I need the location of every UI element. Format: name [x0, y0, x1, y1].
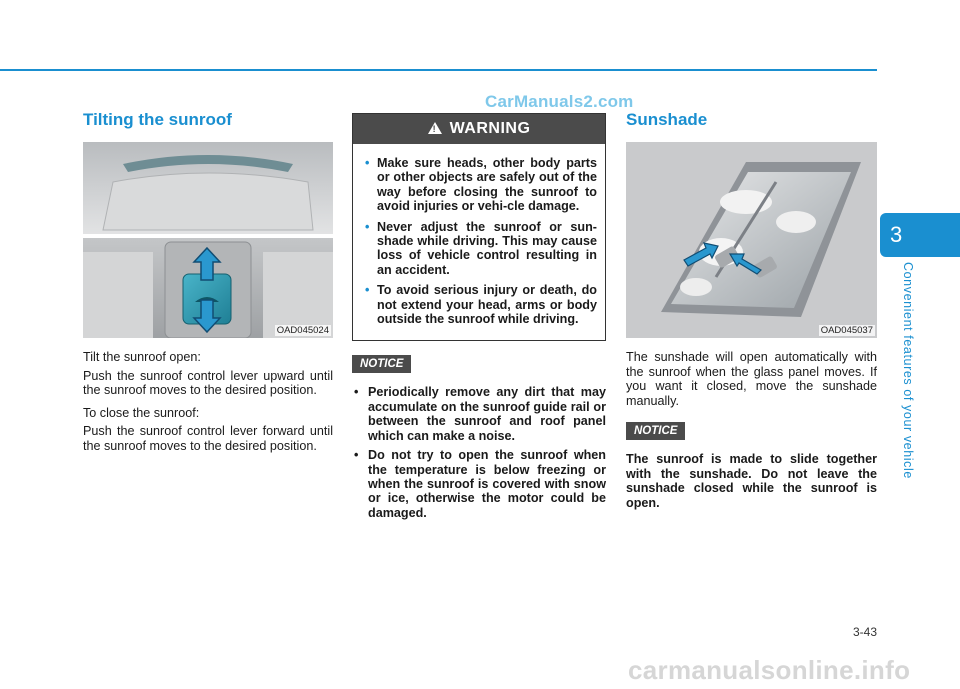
bullet-icon: • [354, 448, 359, 463]
warning-title: WARNING [449, 120, 531, 137]
chapter-number: 3 [890, 222, 903, 247]
middle-column [352, 113, 606, 525]
sunroof-control-illustration [83, 142, 333, 338]
warning-item: • To avoid serious injury or death, do not extend your head, arms or body outside the sunroof while driving. [365, 283, 597, 327]
notice-label: NOTICE [626, 422, 685, 440]
warning-item: • Make sure heads, other body parts or other objects are safely out of the way before closing the sunroof to avoid injuries or vehi-cle damage. [365, 156, 597, 214]
chapter-title: Convenient features of your vehicle [901, 262, 915, 479]
notice-item: • Do not try to open the sunroof when the temperature is below freezing or when the sunroof is covered with snow or ice, otherwise the motor could be damaged. [354, 448, 606, 520]
figure-code: OAD045037 [820, 325, 873, 336]
sunshade-heading: Sunshade [626, 110, 708, 129]
notice-item: • Periodically remove any dirt that may accumulate on the sunroof guide rail or between the sunroof and roof panel which can make a noise. [354, 385, 606, 443]
warning-body [353, 144, 605, 340]
bullet-icon: • [365, 283, 370, 298]
sunshade-notice-text: The sunroof is made to slide together with the sunshade. Do not leave the sunshade closed while the sunroof is open. [626, 452, 877, 510]
figure-code: OAD045024 [276, 325, 329, 336]
tilting-heading: Tilting the sunroof [83, 110, 232, 129]
right-column [626, 110, 877, 510]
warning-header [353, 114, 605, 144]
sunshade-figure [626, 142, 877, 338]
warning-triangle-icon [428, 122, 442, 134]
left-column [83, 110, 333, 453]
bullet-icon: • [365, 219, 370, 234]
watermark-top: CarManuals2.com [485, 92, 634, 111]
notice-list [352, 385, 606, 520]
watermark-bottom: carmanualsonline.info [628, 655, 911, 685]
warning-box [352, 113, 606, 341]
warning-item: • Never adjust the sunroof or sun-shade while driving. This may cause loss of vehicle control resulting in an accident. [365, 219, 597, 277]
sunshade-description: The sunshade will open automatically with the sunroof when the glass panel moves. If you want it closed, move the sunshade manually. [626, 350, 877, 408]
page-number: 3-43 [852, 625, 877, 639]
notice-label: NOTICE [352, 355, 411, 373]
sunroof-control-figure [83, 142, 333, 338]
header-rule [0, 69, 877, 71]
bullet-icon: • [354, 385, 359, 400]
tilt-open-instruction: Push the sunroof control lever upward until the sunroof moves to the desired position. [83, 368, 333, 397]
tilt-close-instruction: Push the sunroof control lever forward until the sunroof moves to the desired position. [83, 424, 333, 453]
tilt-close-intro: To close the sunroof: [83, 405, 200, 420]
tilt-open-intro: Tilt the sunroof open: [83, 350, 201, 364]
bullet-icon: • [365, 156, 370, 170]
sunshade-illustration [626, 142, 877, 338]
